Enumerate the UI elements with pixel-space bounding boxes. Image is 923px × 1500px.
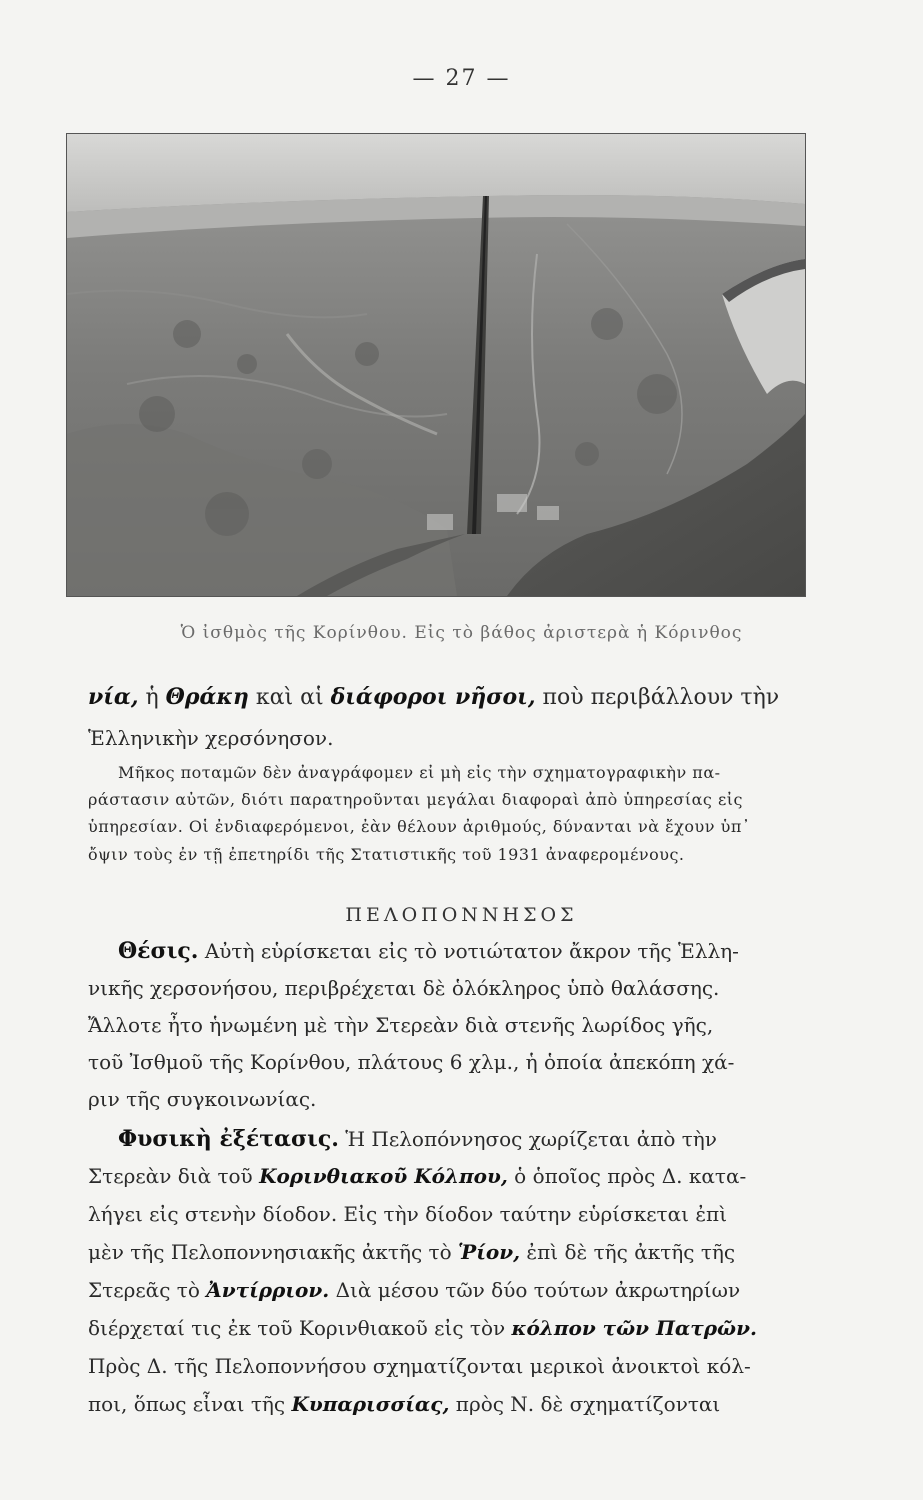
note-line3: ὑπηρεσίαν. Οἱ ἐνδιαφερόμενοι, ἐὰν θέλουν ἀριθμούς, δύνανται νὰ ἔχουν ὑπ᾿ bbox=[88, 817, 751, 836]
physical-line1 bbox=[118, 1126, 717, 1152]
thesis-label: Θέσις. bbox=[118, 938, 199, 964]
thesis-line3: Ἄλλοτε ἦτο ἡνωμένη μὲ τὴν Στερεὰν διὰ στενῆς λωρίδος γῆς, bbox=[88, 1013, 714, 1037]
note-line2: ράστασιν αὐτῶν, διότι παρατηροῦνται μεγάλαι διαφοραὶ ἀπὸ ὑπηρεσίας εἰς bbox=[88, 790, 743, 809]
text-bold: Θράκη bbox=[165, 684, 249, 710]
thesis-line5: ριν τῆς συγκοινωνίας. bbox=[88, 1087, 317, 1111]
text-bold: νία, bbox=[88, 684, 139, 710]
text: ποι, ὅπως εἶναι τῆς bbox=[88, 1392, 292, 1416]
text: ὁ ὁποῖος πρὸς Δ. κατα- bbox=[507, 1164, 747, 1188]
aerial-photo-drawing bbox=[67, 134, 805, 596]
text-bold: Κυπαρισσίας, bbox=[291, 1392, 450, 1416]
paragraph1-line1 bbox=[88, 684, 779, 710]
physical-line3: λήγει εἰς στενὴν δίοδον. Εἰς τὴν δίοδον ταύτην εὑρίσκεται ἐπὶ bbox=[88, 1202, 728, 1226]
physical-line5 bbox=[88, 1278, 740, 1302]
section-heading: ΠΕΛΟΠΟΝΝΗΣΟΣ bbox=[345, 904, 578, 926]
text: μὲν τῆς Πελοποννησιακῆς ἀκτῆς τὸ bbox=[88, 1240, 458, 1264]
text: Στερεᾶς τὸ bbox=[88, 1278, 207, 1302]
physical-line2 bbox=[88, 1164, 746, 1188]
text: ἡ bbox=[138, 685, 166, 710]
physical-line8 bbox=[88, 1392, 720, 1416]
text: Ἡ Πελοπόννησος χωρίζεται ἀπὸ τὴν bbox=[338, 1127, 717, 1151]
text-bold: διάφοροι νῆσοι, bbox=[330, 684, 536, 710]
note-line1: Μῆκος ποταμῶν δὲν ἀναγράφομεν εἰ μὴ εἰς τὴν σχηματογραφικὴν πα- bbox=[118, 763, 721, 782]
text: διέρχεταί τις ἐκ τοῦ Κορινθιακοῦ εἰς τὸν bbox=[88, 1316, 512, 1340]
thesis-line2: νικῆς χερσονήσου, περιβρέχεται δὲ ὁλόκληρος ὑπὸ θαλάσσης. bbox=[88, 976, 720, 1000]
physical-label: Φυσικὴ ἐξέτασις. bbox=[118, 1126, 339, 1152]
physical-line6 bbox=[88, 1316, 757, 1340]
thesis-line1 bbox=[118, 938, 739, 964]
figure-caption: Ὁ ἰσθμὸς τῆς Κορίνθου. Εἰς τὸ βάθος ἀριστερὰ ἡ Κόρινθος bbox=[180, 623, 743, 643]
text: Διὰ μέσου τῶν δύο τούτων ἀκρωτηρίων bbox=[329, 1278, 741, 1302]
physical-line4 bbox=[88, 1240, 735, 1264]
text: καὶ αἱ bbox=[248, 685, 331, 710]
aerial-photo-isthmus bbox=[66, 133, 806, 597]
text-bold: Κορινθιακοῦ Κόλπου, bbox=[259, 1164, 508, 1188]
text: πρὸς Ν. δὲ σχηματίζονται bbox=[449, 1392, 721, 1416]
text-bold: Ἀντίρριον. bbox=[206, 1278, 330, 1302]
thesis-line4: τοῦ Ἰσθμοῦ τῆς Κορίνθου, πλάτους 6 χλμ., ἡ ὁποία ἀπεκόπη χά- bbox=[88, 1050, 735, 1074]
text: ποὺ περιβάλλουν τὴν bbox=[535, 685, 780, 710]
physical-line7: Πρὸς Δ. τῆς Πελοποννήσου σχηματίζονται μερικοὶ ἀνοικτοὶ κόλ- bbox=[88, 1354, 751, 1378]
text: Αὐτὴ εὑρίσκεται εἰς τὸ νοτιώτατον ἄκρον τῆς Ἑλλη- bbox=[198, 939, 739, 963]
text-bold: κόλπον τῶν Πατρῶν. bbox=[511, 1316, 757, 1340]
page-number: — 27 — bbox=[412, 66, 511, 91]
text-bold: Ῥίον, bbox=[457, 1240, 521, 1264]
paragraph1-line2: Ἑλληνικὴν χερσόνησον. bbox=[88, 726, 334, 750]
text: Στερεὰν διὰ τοῦ bbox=[88, 1164, 260, 1188]
text: ἐπὶ δὲ τῆς ἀκτῆς τῆς bbox=[520, 1240, 736, 1264]
note-line4: ὄψιν τοὺς ἐν τῇ ἐπετηρίδι τῆς Στατιστικῆς τοῦ 1931 ἀναφερομένους. bbox=[88, 845, 685, 864]
